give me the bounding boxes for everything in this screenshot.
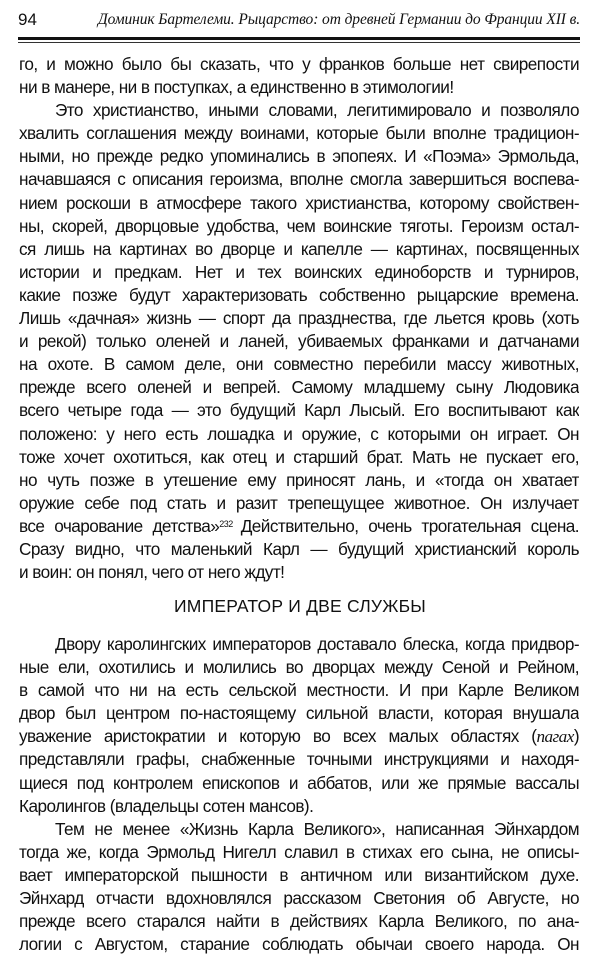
text-line: вает императорской пышности в античном или византийском духе. bbox=[19, 864, 579, 885]
text-line: представляли графы, снабженные точными инструкциями и находя- bbox=[19, 749, 579, 770]
text-line: тогда же, когда Эрмольд Нигелл славил в стихах его сына, не описы- bbox=[19, 841, 579, 862]
text-line: ные ели, охотились и молились во дворцах между Сеной и Рейном, bbox=[19, 657, 579, 678]
footnote-ref[interactable]: 232 bbox=[219, 518, 233, 529]
text-line: и воин: он понял, чего от него ждут! bbox=[19, 562, 285, 583]
paragraph-start-line: Это христианство, иными словами, легитимировало и позволяло bbox=[55, 100, 579, 121]
italic-term: пагах bbox=[536, 727, 574, 747]
text-line: Эйнхард отчасти вдохновлялся рассказом Светония об Августе, но bbox=[19, 888, 579, 909]
text-line: положено: у него есть лошадка и оружие, с которыми он играет. Он bbox=[19, 423, 579, 444]
body-text-section-2 bbox=[19, 633, 579, 956]
header-rule-thin bbox=[18, 42, 580, 43]
text-line-with-footnote bbox=[19, 515, 579, 538]
text-line: логии с Августом, старание соблюдать обычаи своего народа. Он bbox=[19, 934, 579, 955]
quote-end: все очарование детства» bbox=[19, 515, 220, 536]
text-line: Лишь «дачная» жизнь — спорт да празднества, где льется кровь (хоть bbox=[19, 308, 579, 329]
text-line: истории и предкам. Нет и тех воинских единоборств и турниров, bbox=[19, 261, 579, 282]
running-head bbox=[18, 10, 580, 32]
header-rule-thick bbox=[18, 37, 580, 40]
text-line: ными, но прежде редко упоминались в эпопеях. И «Поэма» Эрмольда, bbox=[19, 146, 579, 167]
text-segment: ) bbox=[573, 726, 579, 747]
text-line: ся лишь на картинах во дворце и капелле — картинах, посвященных bbox=[19, 238, 579, 259]
text-line: хвалить соглашения между воинами, которые были вполне традицион- bbox=[19, 123, 579, 144]
text-line: ны, скорей, дворцовые удобства, чем воинские тяготы. Героизм остал- bbox=[19, 215, 579, 236]
page-number: 94 bbox=[18, 10, 37, 29]
text-line: Каролингов (владельцы сотен мансов). bbox=[19, 795, 314, 816]
text-line: в самой что ни на есть сельской местности. И при Карле Великом bbox=[19, 680, 579, 701]
text-line: но чуть позже в утешение ему приносят лань, и «тогда он хватает bbox=[19, 469, 579, 490]
text-line: на охоте. В самом деле, они совместно перебили массу животных, bbox=[19, 354, 579, 375]
text-line: начавшаяся с описания героизма, вполне смогла завершиться воспева- bbox=[19, 169, 579, 190]
text-line: Сразу видно, что маленький Карл — будущий христианский король bbox=[19, 538, 579, 559]
text-segment: уважение аристократии и которую во всех малых областях ( bbox=[19, 726, 537, 747]
text-line: щиеся под контролем епископов и аббатов, или же прямые вассалы bbox=[19, 772, 579, 793]
paragraph-start-line: Двору каролингских императоров доставало блеска, когда придвор- bbox=[55, 634, 579, 654]
text-line: го, и можно было бы сказать, что у франков больше нет свирепости bbox=[19, 54, 579, 74]
text-line: ни в манере, ни в поступках, а единственно в этимологии! bbox=[19, 77, 454, 98]
text-line: какие позже будут характеризовать собственно рыцарские времена. bbox=[19, 284, 579, 305]
text-line: нием роскоши в атмосфере такого христианства, которому свойствен- bbox=[19, 192, 579, 213]
text-line: двор был центром по-настоящему сильной власти, которая внушала bbox=[19, 703, 579, 724]
paragraph-start-line: Тем не менее «Жизнь Карла Великого», написанная Эйнхардом bbox=[55, 818, 579, 839]
text-segment: Действительно, очень трогательная сцена. bbox=[240, 515, 579, 536]
body-text-section-1 bbox=[19, 53, 579, 584]
text-line: оружие себе под стать и разит трепещущее животное. Он излучает bbox=[19, 492, 579, 513]
running-title: Доминик Бартелеми. Рыцарство: от древней Германии до Франции XII в. bbox=[97, 11, 580, 28]
text-line: и рекой) только оленей и ланей, убиваемых франками и датчанами bbox=[19, 331, 579, 352]
text-line: прежде всего оленей и вепрей. Самому младшему сыну Людовика bbox=[19, 377, 579, 398]
text-line: тоже хочет охотиться, как отец и старший брат. Мать не пускает его, bbox=[19, 446, 579, 467]
text-line: всего четыре года — это будущий Карл Лысый. Его воспитывают как bbox=[19, 400, 579, 421]
text-line: прежде всего старался найти в действиях Карла Великого, по ана- bbox=[19, 911, 579, 932]
text-line-with-italic bbox=[19, 725, 579, 748]
section-heading: ИМПЕРАТОР И ДВЕ СЛУЖБЫ bbox=[174, 596, 426, 616]
